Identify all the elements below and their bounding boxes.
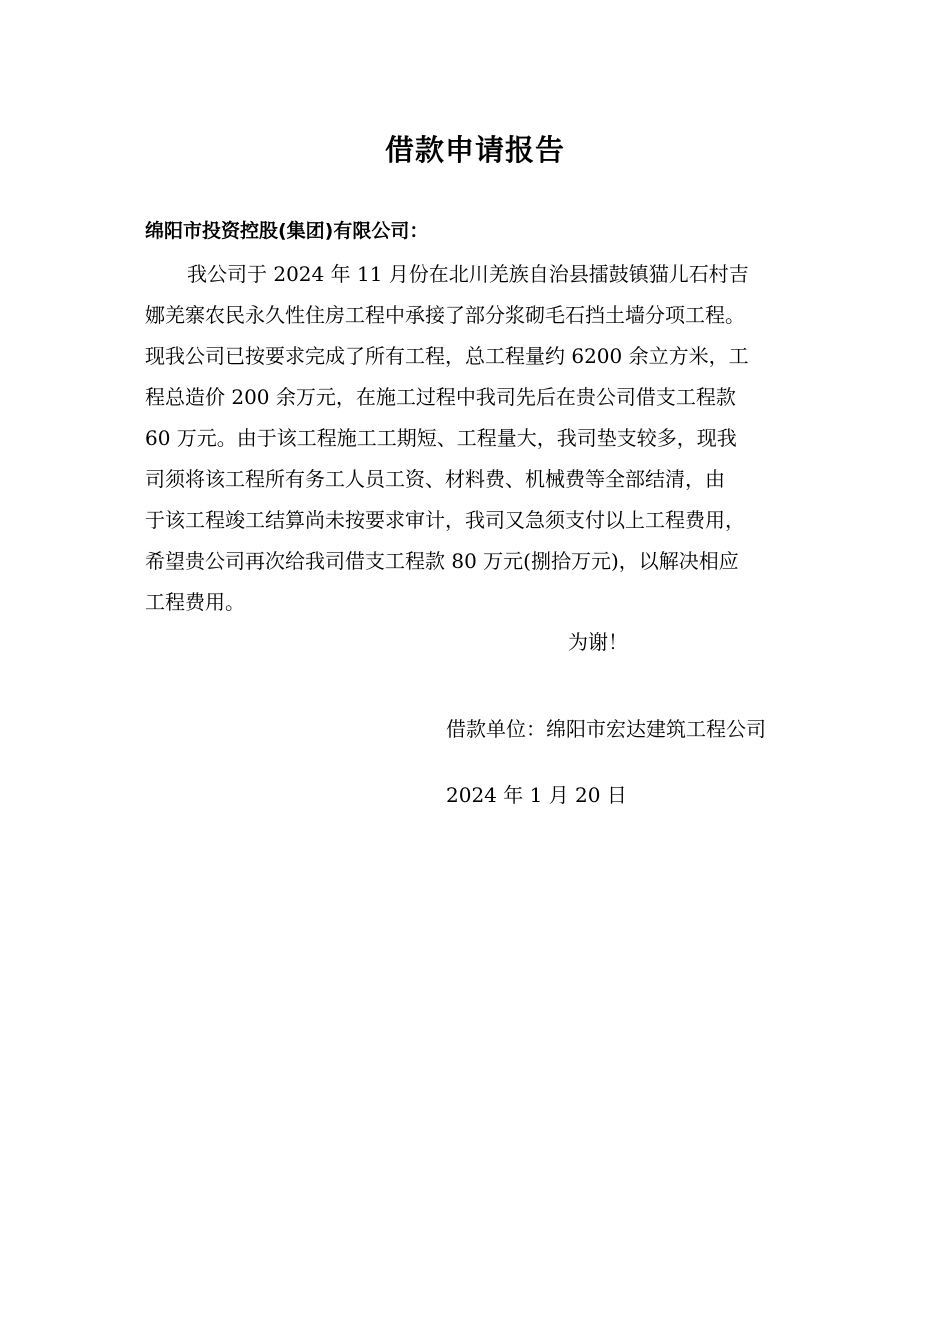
salutation: 绵阳市投资控股(集团)有限公司：: [145, 220, 429, 242]
body-line: 司须将该工程所有务工人员工资、材料费、机械费等全部结清，由: [145, 467, 725, 491]
document-title: 借款申请报告: [384, 133, 565, 167]
body-line: 希望贵公司再次给我司借支工程款 80 万元(捌拾万元)，以解决相应: [145, 549, 739, 573]
body-line: 现我公司已按要求完成了所有工程，总工程量约 6200 余立方米，工: [145, 344, 749, 368]
body-line: 工程费用。: [145, 590, 245, 614]
borrower-signature: 借款单位：绵阳市宏达建筑工程公司: [446, 717, 766, 741]
closing-thanks: 为谢！: [568, 630, 628, 654]
document-date: 2024 年 1 月 20 日: [446, 783, 627, 807]
body-paragraph: [145, 254, 815, 623]
body-line: 60 万元。由于该工程施工工期短、工程量大，我司垫支较多，现我: [145, 426, 737, 450]
body-line: 于该工程竣工结算尚未按要求审计，我司又急须支付以上工程费用，: [145, 508, 745, 532]
body-line: 娜羌寨农民永久性住房工程中承接了部分浆砌毛石挡土墙分项工程。: [145, 303, 745, 327]
body-line: 我公司于 2024 年 11 月份在北川羌族自治县擂鼓镇猫儿石村吉: [187, 262, 749, 286]
body-line: 程总造价 200 余万元，在施工过程中我司先后在贵公司借支工程款: [145, 385, 736, 409]
